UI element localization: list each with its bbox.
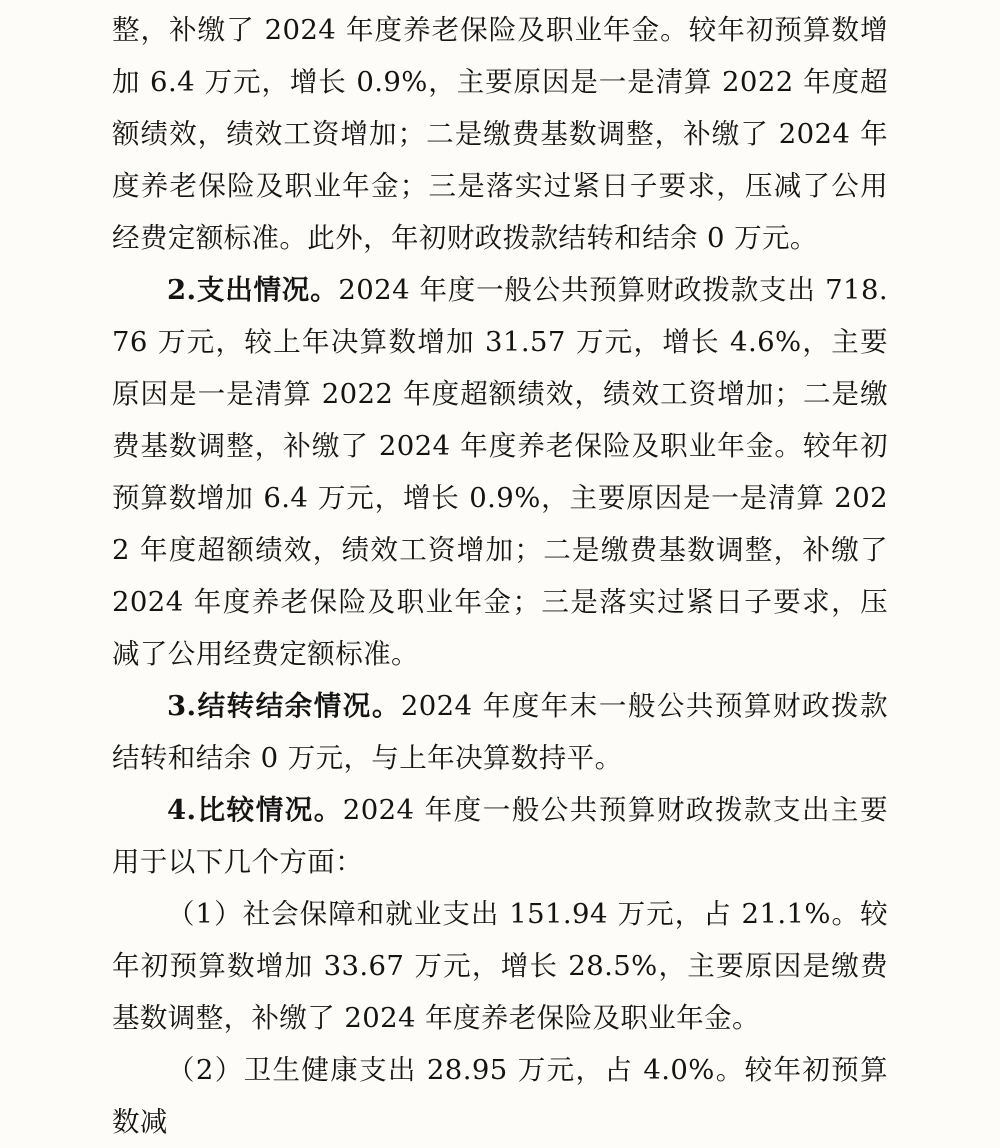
document-body — [112, 0, 888, 1148]
paragraph-lead-label: 3.结转结余情况。 — [167, 690, 401, 722]
paragraph-text: 2024 年度一般公共预算财政拨款支出 718.76 万元，较上年决算数增加 31.57 万元，增长 4.6%，主要原因是一是清算 2022 年度超额绩效，绩效工资增加；二是缴费基数调整，补缴了 2024 年度养老保险及职业年金。较年初预算数增加 6.4 万元，增长 0.9%，主要原因是一是清算 2022 年度超额绩效，绩效工资增加；二是缴费基数调整，补缴了 2024 年度养老保险及职业年金；三是落实过紧日子要求，压减了公用经费定额标准。 — [112, 274, 888, 670]
paragraph-lead-label: 2.支出情况。 — [167, 274, 339, 306]
paragraph-text: 整，补缴了 2024 年度养老保险及职业年金。较年初预算数增加 6.4 万元，增长 0.9%，主要原因是一是清算 2022 年度超额绩效，绩效工资增加；二是缴费基数调整，补缴了 2024 年度养老保险及职业年金；三是落实过紧日子要求，压减了公用经费定额标准。此外，年初财政拨款结转和结余 0 万元。 — [112, 14, 888, 254]
paragraph-expenditure — [112, 264, 888, 680]
paragraph-item-1 — [112, 888, 888, 1044]
paragraph-lead-label: 4.比较情况。 — [167, 794, 343, 826]
paragraph-income-continued — [112, 4, 888, 264]
paragraph-text: （2）卫生健康支出 28.95 万元，占 4.0%。较年初预算数减 — [112, 1054, 888, 1138]
paragraph-comparison — [112, 784, 888, 888]
paragraph-text: 2024 年度一般公共预算财政拨款支出主要用于以下几个方面： — [112, 794, 888, 878]
paragraph-text: （1）社会保障和就业支出 151.94 万元，占 21.1%。较年初预算数增加 33.67 万元，增长 28.5%，主要原因是缴费基数调整，补缴了 2024 年度养老保险及职业年金。 — [112, 898, 888, 1034]
paragraph-text: 2024 年度年末一般公共预算财政拨款结转和结余 0 万元，与上年决算数持平。 — [112, 690, 889, 774]
paragraph-carryover — [112, 680, 888, 784]
paragraph-item-2 — [112, 1044, 888, 1148]
